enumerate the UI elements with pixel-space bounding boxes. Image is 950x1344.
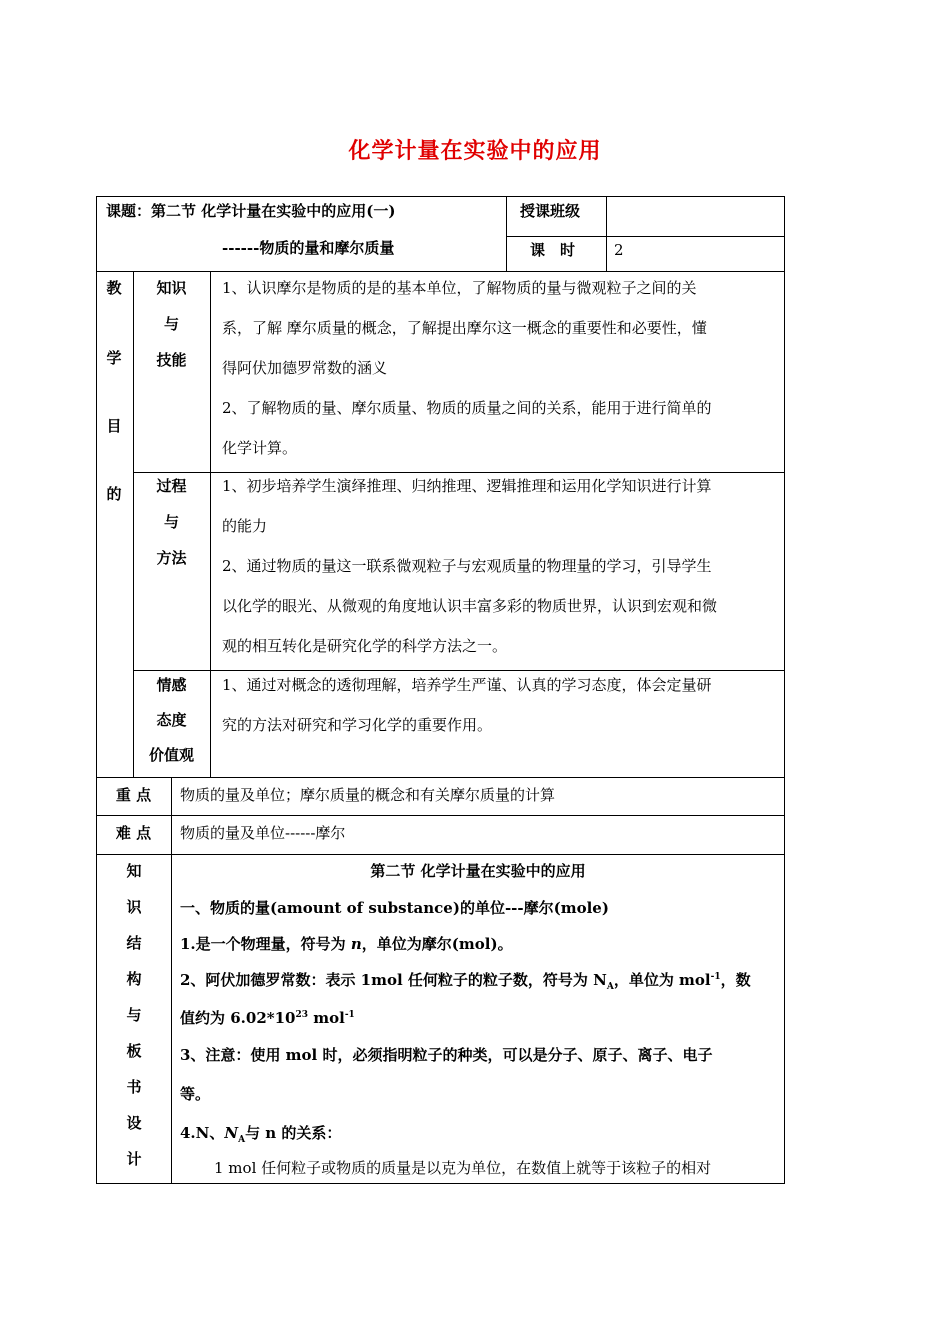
section-label-knowledge: 知识 与 技能 <box>156 279 187 369</box>
board-line-4: 值约为 $6.02*10^{23}$ mol$^{-1}$ <box>180 1009 355 1027</box>
board-line-6: 等。 <box>180 1085 211 1103</box>
lesson-subtopic: ------物质的量和摩尔质量 <box>222 239 395 257</box>
section-label-attitude: 情感 态度 价值观 <box>148 676 194 764</box>
board-line-3: 2、阿伏加德罗常数：表示 1mol 任何粒子的粒子数，符号为 $N_A$，单位为 mol$^{-1}$，数 <box>180 971 751 992</box>
divider <box>210 271 211 777</box>
objectives-label: 教 学 目 的 <box>106 279 122 503</box>
board-line-1: 一、物质的量(amount of substance)的单位---摩尔(mole) <box>180 899 609 917</box>
board-line-8: 1 mol 任何粒子或物质的质量是以克为单位，在数值上就等于该粒子的相对 <box>214 1159 712 1177</box>
section-content-attitude: 1、通过对概念的透彻理解，培养学生严谨、认真的学习态度，体会定量研 究的方法对研究和学习化学的重要作用。 <box>222 676 712 734</box>
hours-value: 2 <box>614 241 624 259</box>
board-line-7: 4.N、$N_A$与 n 的关系： <box>180 1124 342 1145</box>
divider <box>96 854 785 855</box>
key-points-label: 重 点 <box>115 786 152 804</box>
section-content-process: 1、初步培养学生演绎推理、归纳推理、逻辑推理和运用化学知识进行计算 的能力 2、通过物质的量这一联系微观粒子与宏观质量的物理量的学习，引导学生 以化学的眼光、从微观的角度地认识丰富多彩的物质世界，认识到宏观和微 观的相互转化是研究化学的科学方法之一。 <box>222 477 718 655</box>
divider <box>606 196 607 271</box>
divider <box>171 777 172 1184</box>
lesson-topic: 课题：第二节 化学计量在实验中的应用(一) <box>106 202 396 220</box>
key-points-text: 物质的量及单位；摩尔质量的概念和有关摩尔质量的计算 <box>180 786 556 804</box>
divider <box>96 815 785 816</box>
section-content-knowledge: 1、认识摩尔是物质的是的基本单位，了解物质的量与微观粒子之间的关 系，了解 摩尔质量的概念，了解提出摩尔这一概念的重要性和必要性，懂 得阿伏加德罗常数的涵义 2、了解物质的量、摩尔质量、物质的质量之间的关系，能用于进行简单的 化学计算。 <box>222 279 712 457</box>
section-label-process: 过程 与 方法 <box>156 477 187 567</box>
class-label: 授课班级 <box>520 202 581 220</box>
board-line-2: 1.是一个物理量，符号为 n，单位为摩尔(mol)。 <box>180 935 513 953</box>
difficulties-label: 难 点 <box>115 824 152 842</box>
divider <box>96 777 785 778</box>
board-line-5: 3、注意：使用 mol 时，必须指明粒子的种类，可以是分子、原子、离子、电子 <box>180 1046 713 1064</box>
difficulties-text: 物质的量及单位------摩尔 <box>180 824 346 842</box>
board-design-label: 知 识 结 构 与 板 书 设 计 <box>126 862 142 1168</box>
board-heading: 第二节 化学计量在实验中的应用 <box>370 862 586 880</box>
divider <box>506 196 507 271</box>
page-title: 化学计量在实验中的应用 <box>348 138 602 164</box>
hours-label: 课 时 <box>530 241 576 259</box>
divider <box>506 236 785 237</box>
